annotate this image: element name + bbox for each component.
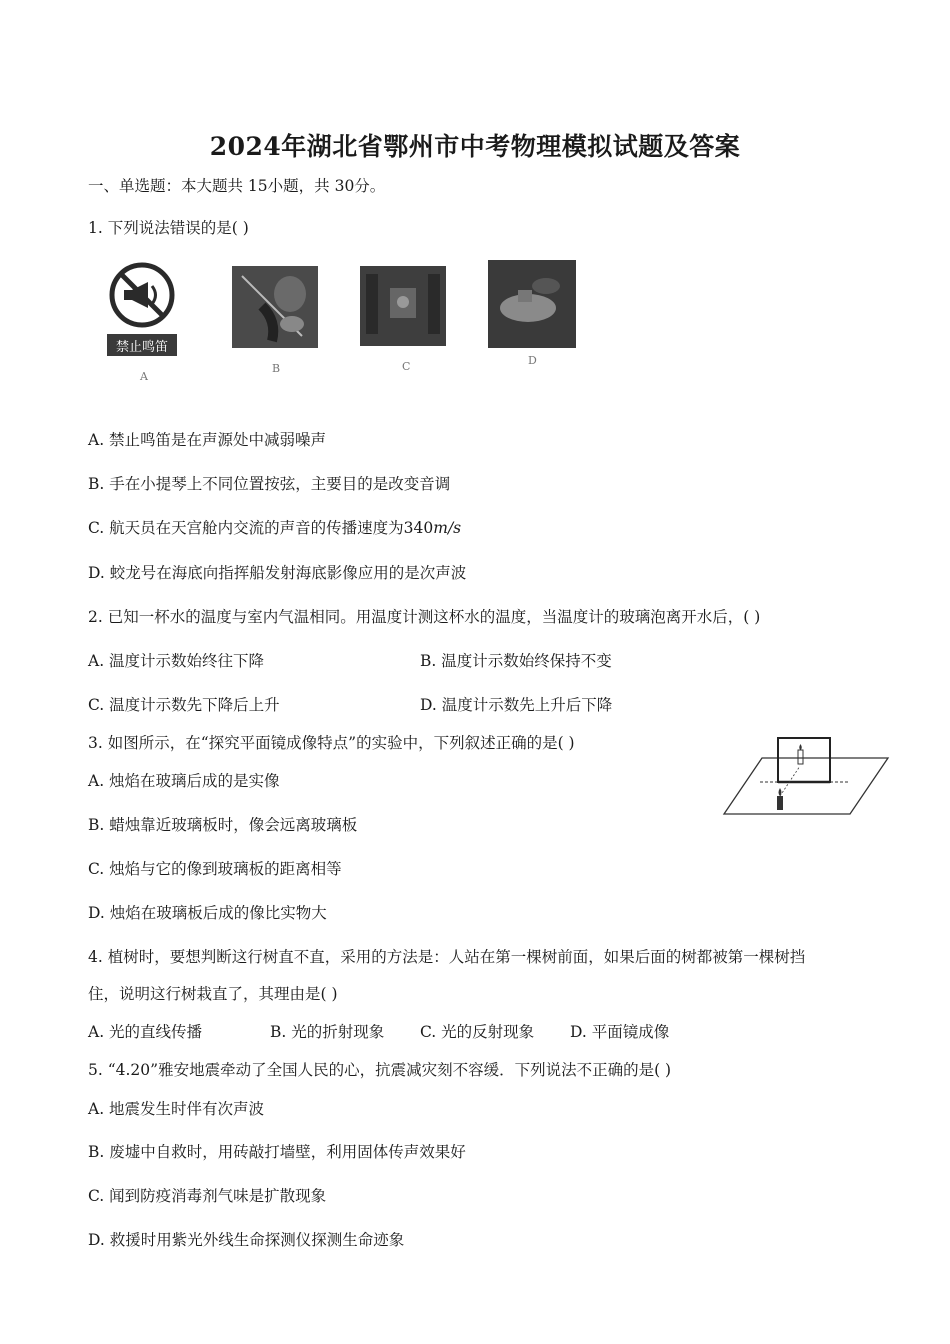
- q4-stem-line1: 4. 植树时，要想判断这行树直不直，采用的方法是：人站在第一棵树前面，如果后面的树都被第一棵树挡: [88, 948, 806, 966]
- figure-label-c: C: [402, 360, 411, 373]
- plane-mirror-diagram: [722, 732, 890, 818]
- q3-stem: 3. 如图所示，在“探究平面镜成像特点”的实验中，下列叙述正确的是( ): [88, 734, 575, 752]
- q5-stem: 5. “4.20”雅安地震牵动了全国人民的心，抗震减灾刻不容缓．下列说法不正确的是( ): [88, 1061, 672, 1079]
- q2-option-b: B. 温度计示数始终保持不变: [420, 652, 612, 670]
- sign-text: 禁止鸣笛: [115, 340, 168, 355]
- page-title: 2024年湖北省鄂州市中考物理模拟试题及答案: [209, 132, 741, 161]
- q1-stem: 1. 下列说法错误的是( ): [88, 219, 249, 237]
- q4-option-c: C. 光的反射现象: [420, 1023, 535, 1041]
- violin-photo: [232, 266, 318, 348]
- q3-option-d: D. 烛焰在玻璃板后成的像比实物大: [88, 904, 327, 922]
- q1-speed-unit: m/s: [433, 519, 462, 537]
- q2-stem: 2. 已知一杯水的温度与室内气温相同。用温度计测这杯水的温度，当温度计的玻璃泡离开水后，( ): [88, 608, 761, 626]
- space-cabin-photo: [360, 266, 446, 346]
- q3-option-b: B. 蜡烛靠近玻璃板时，像会远离玻璃板: [88, 816, 358, 834]
- q5-option-b: B. 废墟中自救时，用砖敲打墙壁，利用固体传声效果好: [88, 1143, 466, 1161]
- figure-label-a: A: [140, 370, 148, 383]
- q1-option-a: A. 禁止鸣笛是在声源处中减弱噪声: [88, 431, 327, 449]
- q1-option-b: B. 手在小提琴上不同位置按弦，主要目的是改变音调: [88, 475, 451, 493]
- q5-option-a: A. 地震发生时伴有次声波: [88, 1100, 265, 1118]
- figure-label-b: B: [272, 362, 281, 375]
- q2-option-d: D. 温度计示数先上升后下降: [420, 696, 613, 714]
- q3-option-a: A. 烛焰在玻璃后成的是实像: [88, 772, 280, 790]
- q2-option-a: A. 温度计示数始终往下降: [88, 652, 265, 670]
- no-horn-sign-image: [104, 262, 180, 358]
- q1-option-d: D. 蛟龙号在海底向指挥船发射海底影像应用的是次声波: [88, 564, 467, 582]
- figure-label-d: D: [528, 354, 537, 367]
- q2-option-c: C. 温度计示数先下降后上升: [88, 696, 280, 714]
- section-header: 一、单选题：本大题共 15小题，共 30分。: [88, 177, 386, 195]
- q3-option-c: C. 烛焰与它的像到玻璃板的距离相等: [88, 860, 342, 878]
- q4-stem-line2: 住，说明这行树栽直了，其理由是( ): [88, 985, 338, 1003]
- q1-option-c-text: C. 航天员在天宫舱内交流的声音的传播速度为340: [88, 519, 434, 537]
- submarine-photo: [488, 260, 576, 348]
- q4-option-d: D. 平面镜成像: [570, 1023, 670, 1041]
- q5-option-c: C. 闻到防疫消毒剂气味是扩散现象: [88, 1187, 327, 1205]
- q4-option-b: B. 光的折射现象: [270, 1023, 385, 1041]
- q4-option-a: A. 光的直线传播: [88, 1023, 203, 1041]
- q1-option-c: [88, 518, 461, 538]
- q5-option-d: D. 救援时用紫光外线生命探测仪探测生命迹象: [88, 1231, 405, 1249]
